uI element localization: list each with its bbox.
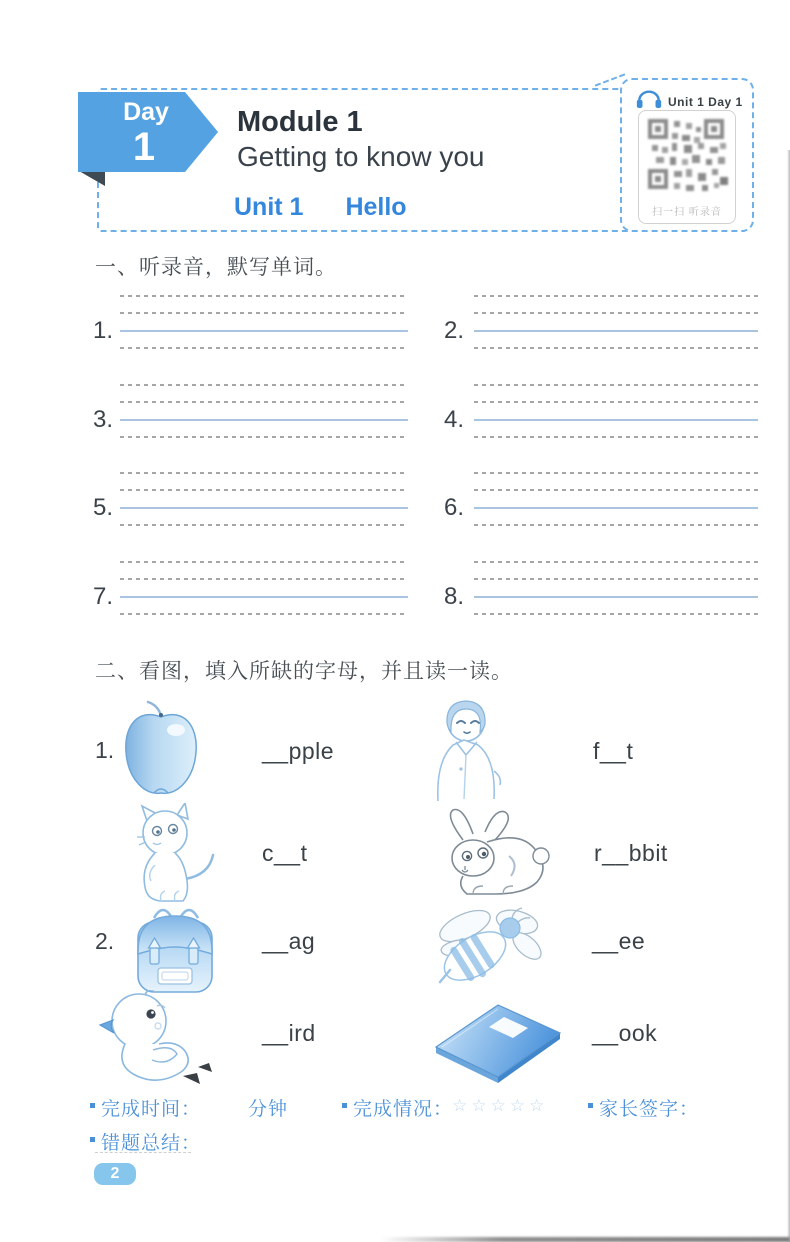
item-number-2: 2. <box>444 317 465 344</box>
day-number: 1 <box>132 125 156 169</box>
section1-title: 一、听录音，默写单词。 <box>95 256 337 279</box>
schoolbag-image <box>128 896 220 1003</box>
item-number-5: 5. <box>93 494 114 521</box>
word-book: __ook <box>592 1020 658 1046</box>
section2-title: 二、看图，填入所缺的字母，并且读一读。 <box>95 660 513 683</box>
unit-label: Unit 1 <box>234 193 304 221</box>
writing-lines-8 <box>474 561 758 617</box>
word-cat: c__t <box>262 840 308 866</box>
mistake-summary-label: 错题总结： <box>101 1133 202 1154</box>
bullet-icon <box>342 1103 347 1108</box>
module-subtitle: Getting to know you <box>237 141 485 172</box>
unit-name: Hello <box>345 193 407 221</box>
qr-code <box>640 113 734 197</box>
finish-status-label: 完成情况： <box>353 1099 454 1120</box>
word-bee: __ee <box>592 928 646 954</box>
bullet-icon <box>90 1103 95 1108</box>
item-number-3: 3. <box>93 406 114 433</box>
audio-title: Unit 1 Day 1 <box>668 94 743 109</box>
item-number-1: 1. <box>93 317 114 344</box>
bird-image <box>95 990 220 1097</box>
row-label-2: 2. <box>95 928 115 954</box>
word-bag: __ag <box>262 928 316 954</box>
unit-line <box>234 193 407 222</box>
writing-lines-4 <box>474 384 758 440</box>
writing-lines-1 <box>120 295 408 351</box>
item-number-8: 8. <box>444 583 465 610</box>
book-image <box>420 995 570 1090</box>
finish-time-label: 完成时间： <box>101 1099 202 1120</box>
item-number-4: 4. <box>444 406 465 433</box>
page-number: 2 <box>94 1163 136 1185</box>
word-rabbit: r__bbit <box>594 840 668 866</box>
bullet-icon <box>588 1103 593 1108</box>
apple-image <box>118 700 204 803</box>
writing-lines-5 <box>120 472 408 528</box>
module-title: Module 1 <box>237 106 363 138</box>
qr-frame <box>638 110 736 224</box>
summary-writing-line <box>95 1152 191 1153</box>
audio-qr-panel <box>620 78 754 232</box>
day-badge <box>78 92 218 187</box>
minutes-label: 分钟 <box>248 1099 289 1120</box>
writing-lines-3 <box>120 384 408 440</box>
row-label-1: 1. <box>95 737 115 763</box>
boy-image <box>420 697 510 808</box>
writing-lines-2 <box>474 295 758 351</box>
day-label: Day <box>123 98 169 126</box>
word-fat: f__t <box>593 738 634 764</box>
bee-image <box>420 898 554 997</box>
word-bird: __ird <box>262 1020 316 1046</box>
item-number-6: 6. <box>444 494 465 521</box>
scan-edge-bottom <box>380 1237 790 1242</box>
parent-signature-label: 家长签字： <box>599 1099 700 1120</box>
writing-lines-7 <box>120 561 408 617</box>
bullet-icon <box>90 1137 95 1142</box>
item-number-7: 7. <box>93 583 114 610</box>
rating-stars: ☆☆☆☆☆ <box>452 1096 549 1115</box>
writing-lines-6 <box>474 472 758 528</box>
qr-caption: 扫一扫 听录音 <box>652 207 722 218</box>
cat-image <box>125 803 219 908</box>
word-apple: __pple <box>262 738 335 764</box>
rabbit-image <box>425 806 555 905</box>
badge-fold <box>79 171 105 186</box>
